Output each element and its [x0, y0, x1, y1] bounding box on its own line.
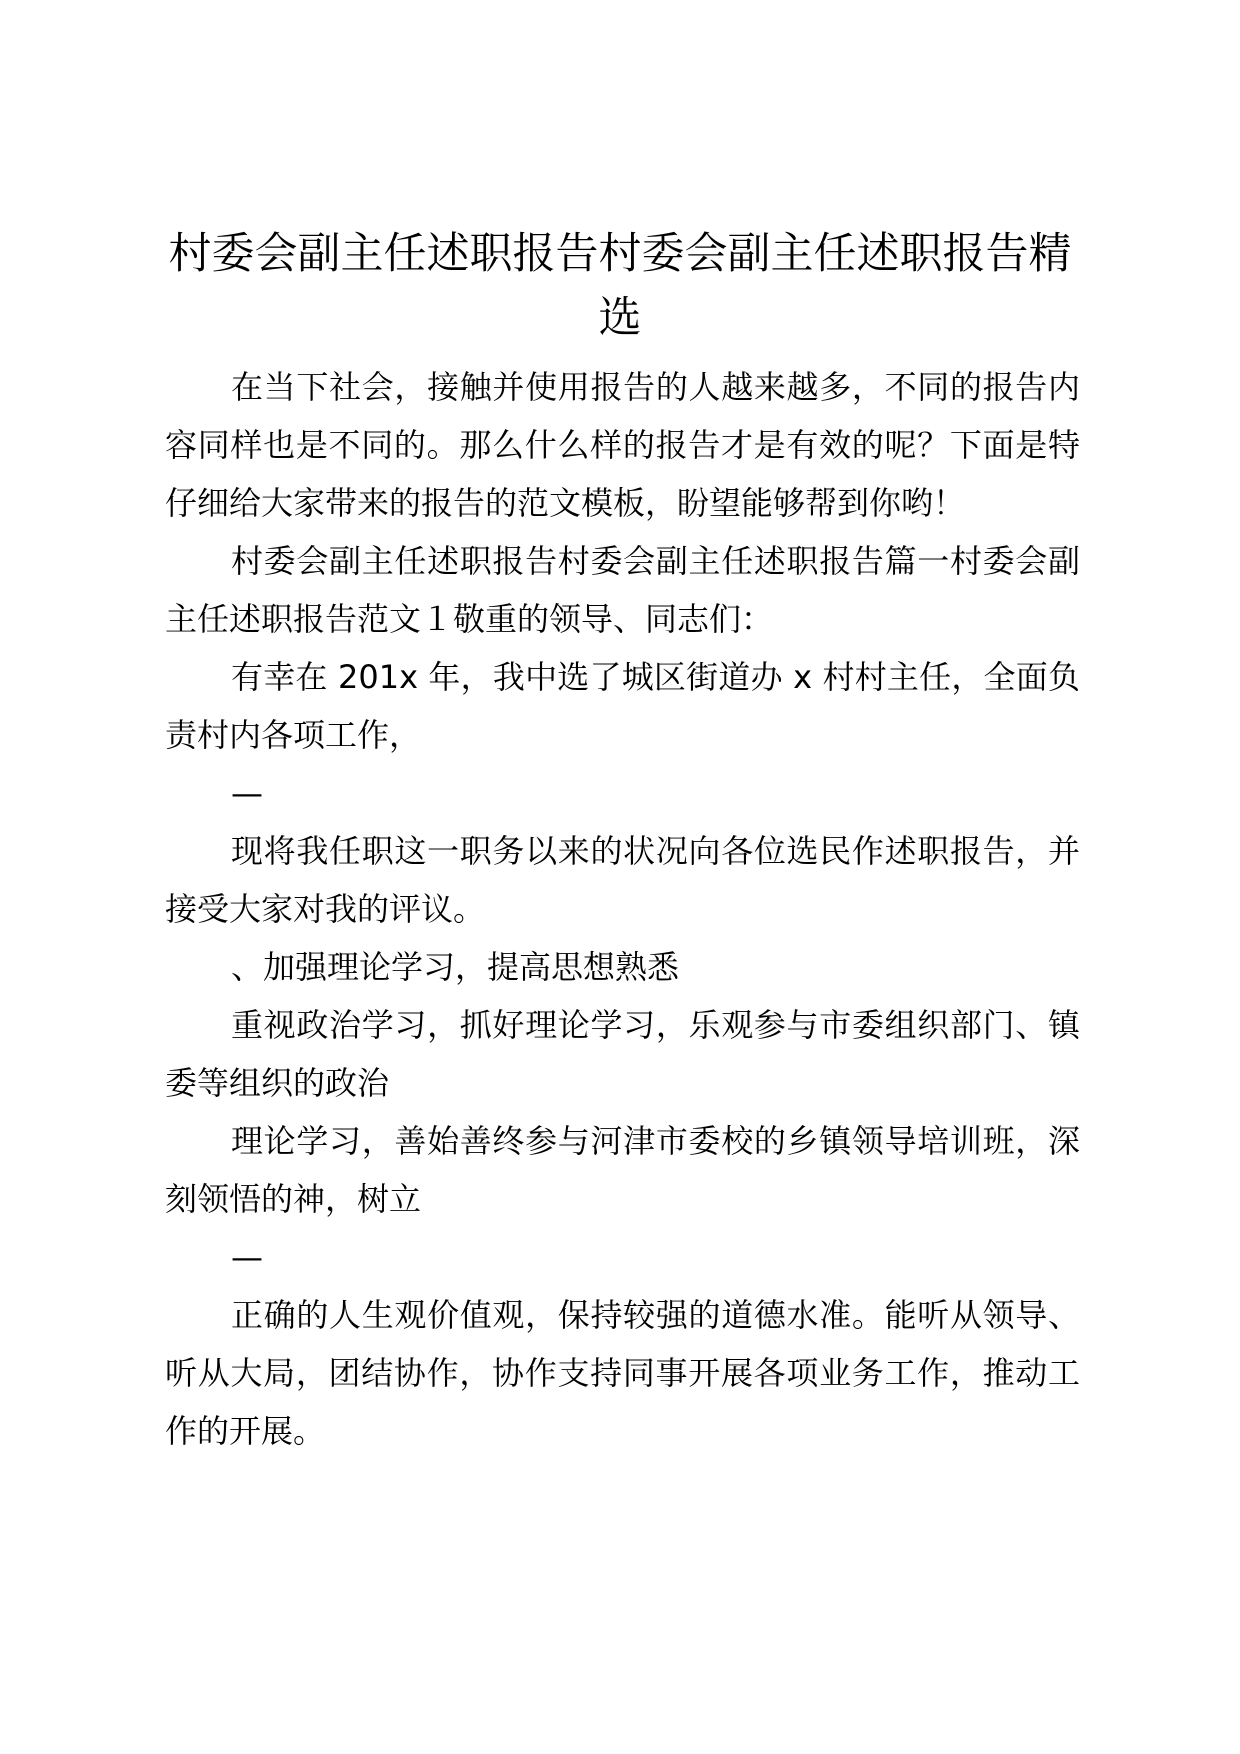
- document-body: [165, 358, 1080, 1460]
- paragraph-dash: —: [231, 1238, 263, 1276]
- paragraph-theory-study: 理论学习，善始善终参与河津市委校的乡镇领导培训班，深刻领悟的神，树立: [165, 1122, 1080, 1218]
- paragraph-report: 现将我任职这一职务以来的状况向各位选民作述职报告，并接受大家对我的评议。: [165, 832, 1080, 928]
- paragraph-appointment: 有幸在 201x 年，我中选了城区街道办 x 村村主任，全面负责村内各项工作，: [165, 658, 1080, 754]
- paragraph-intro: 在当下社会，接触并使用报告的人越来越多，不同的报告内容同样也是不同的。那么什么样的报告才是有效的呢？下面是特仔细给大家带来的报告的范文模板，盼望能够帮到你哟！: [165, 368, 1080, 522]
- paragraph-dash: —: [231, 774, 263, 812]
- paragraph-values: 正确的人生观价值观，保持较强的道德水准。能听从领导、听从大局，团结协作，协作支持同事开展各项业务工作，推动工作的开展。: [165, 1296, 1080, 1450]
- paragraph-section-heading: 、加强理论学习，提高思想熟悉: [231, 948, 680, 986]
- paragraph-political-study: 重视政治学习，抓好理论学习，乐观参与市委组织部门、镇委等组织的政治: [165, 1006, 1080, 1102]
- document-title: 村委会副主任述职报告村委会副主任述职报告精选: [168, 229, 1072, 343]
- paragraph-heading: 村委会副主任述职报告村委会副主任述职报告篇一村委会副主任述职报告范文１敬重的领导、同志们：: [165, 542, 1080, 638]
